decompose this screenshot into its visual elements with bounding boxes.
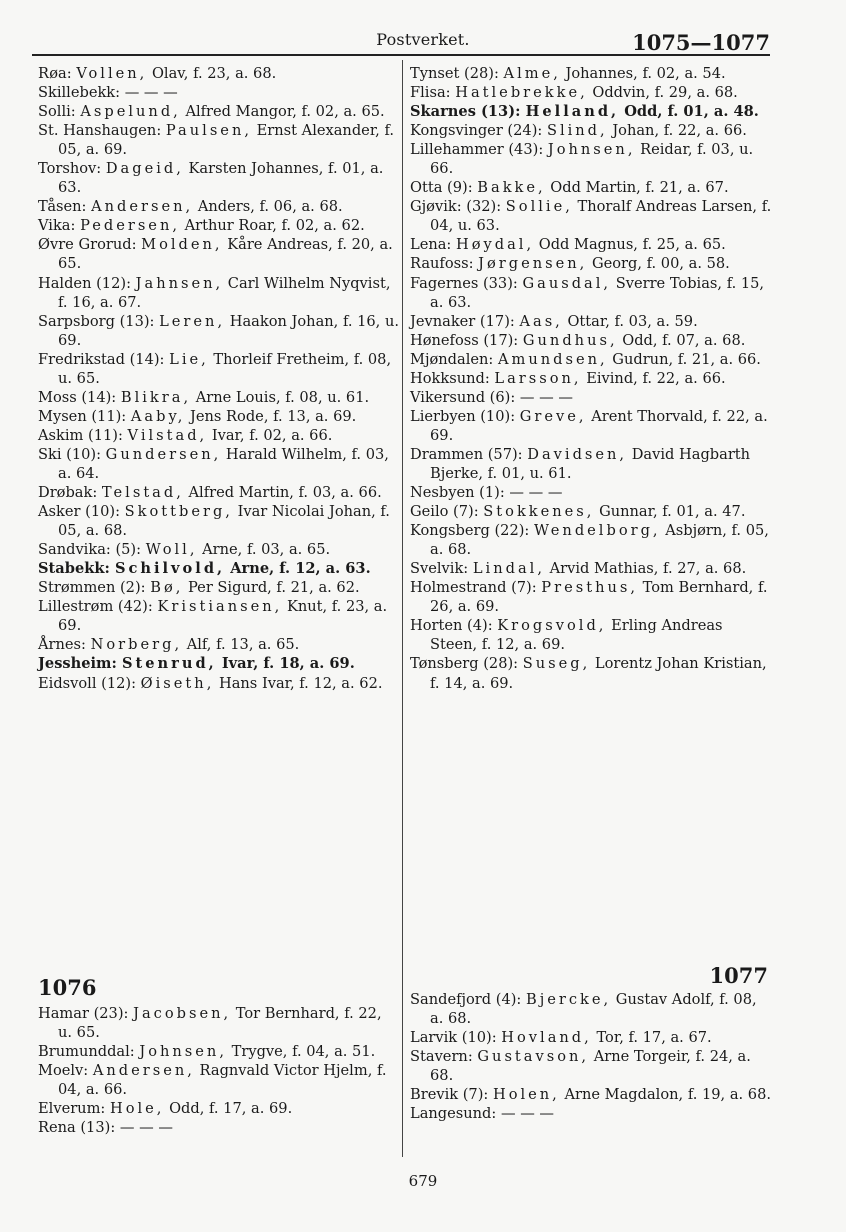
entry-details: Thoralf Andreas Larsen, f. 04, u. 63. [430,198,772,235]
entry-place: Holmestrand (7): [410,579,537,597]
entry-place: Årnes: [38,636,86,654]
directory-entry [410,274,772,312]
directory-entry [38,197,400,216]
directory-entry [38,1061,400,1099]
entry-details: Per Sigurd, f. 21, a. 62. [188,579,360,597]
directory-entry [410,616,772,654]
entry-place: St. Hanshaugen: [38,122,162,140]
directory-entry [38,159,400,197]
directory-entry [38,1042,400,1061]
entry-name: Schilvold, [114,560,226,578]
entry-name: Pedersen, [80,217,180,235]
entry-details: Hans Ivar, f. 12, a. 62. [218,674,383,692]
entry-name: Helland, [525,103,620,121]
entry-details: Oddvin, f. 29, a. 68. [592,84,738,102]
entry-place: Brumunddal: [38,1043,135,1061]
entry-details: Arne Louis, f. 08, u. 61. [195,388,370,406]
entry-details: Carl Wilhelm Nyqvist, f. 16, a. 67. [58,274,391,311]
entry-place: Halden (12): [38,274,131,292]
entry-place: Langesund: [410,1105,497,1123]
entry-details: Thorleif Fretheim, f. 08, u. 65. [58,350,392,387]
entry-details: Arvid Mathias, f. 27, a. 68. [549,560,747,578]
entry-name: Aaby, [130,407,186,425]
column-divider [402,60,403,1157]
entry-name: Slind, [546,122,608,140]
directory-entry [410,388,772,407]
entry-details: Ivar Nicolai Johan, f. 05, a. 68. [58,503,390,540]
directory-entry [38,654,400,673]
directory-entry [410,140,772,178]
entry-details: Odd Martin, f. 21, a. 67. [550,179,729,197]
entry-details: — — — [500,1105,555,1123]
directory-entry [38,635,400,654]
page-header-title: Postverket. [376,30,470,49]
entry-name: Suseg, [522,655,591,673]
directory-entry [410,483,772,502]
entry-name: Holen, [492,1086,560,1104]
entry-place: Lillestrøm (42): [38,598,153,616]
directory-entry [38,64,400,83]
directory-entry [410,178,772,197]
entry-name: Kristiansen, [157,598,283,616]
entry-details: — — — [119,1119,173,1137]
entry-details: Odd, f. 07, a. 68. [622,331,746,349]
entry-name: Woll, [145,541,198,559]
entry-place: Solli: [38,103,76,121]
entry-details: Asbjørn, f. 05, a. 68. [430,522,769,559]
directory-entry [38,83,400,102]
entry-name: Gustavson, [477,1048,590,1066]
entry-details: Jens Rode, f. 13, a. 69. [190,407,357,425]
entry-place: Kongsvinger (24): [410,122,543,140]
entry-details: — — — [509,484,563,502]
entry-details: Tor Bernhard, f. 22, u. 65. [58,1005,382,1042]
entry-details: Ottar, f. 03, a. 59. [567,312,698,330]
directory-entry [410,197,772,235]
entry-details: Alf, f. 13, a. 65. [186,636,300,654]
entry-name: Andersen, [92,1062,195,1080]
entry-name: Aspelund, [80,103,181,121]
section-1076-list [38,1004,400,1137]
left-column [38,64,400,693]
entry-place: Skillebekk: [38,84,121,102]
entry-details: Arne, f. 12, a. 63. [230,560,371,578]
entry-place: Raufoss: [410,255,474,273]
directory-entry [410,235,772,254]
directory-entry [410,121,772,140]
entry-place: Asker (10): [38,503,120,521]
entry-place: Sarpsborg (13): [38,312,155,330]
entry-place: Kongsberg (22): [410,522,530,540]
entry-place: Elverum: [38,1100,106,1118]
entry-name: Øiseth, [140,674,215,692]
entry-name: Stenrud, [121,655,217,673]
entry-place: Geilo (7): [410,503,479,521]
directory-entry [410,83,772,102]
directory-entry [38,1004,400,1042]
entry-details: Arne Magdalon, f. 19, a. 68. [564,1086,772,1104]
directory-entry [410,654,772,692]
entry-place: Hokksund: [410,369,490,387]
entry-name: Hovland, [501,1029,592,1047]
entry-place: Strømmen (2): [38,579,146,597]
entry-details: Alfred Mangor, f. 02, a. 65. [185,103,385,121]
entry-place: Brevik (7): [410,1086,489,1104]
entry-details: Tom Bernhard, f. 26, a. 69. [430,579,768,616]
entry-place: Sandefjord (4): [410,991,522,1008]
directory-entry [38,1099,400,1118]
entry-place: Øvre Grorud: [38,236,137,254]
entry-place: Gjøvik: (32): [410,198,502,216]
entry-name: Jahnsen, [135,274,224,292]
directory-entry [38,388,400,407]
directory-entry [410,990,772,1028]
entry-name: Stokkenes, [483,503,595,521]
entry-place: Vikersund (6): [410,388,516,406]
entry-place: Tønsberg (28): [410,655,519,673]
directory-entry [410,1085,772,1104]
directory-entry [410,578,772,616]
entry-details: Gudrun, f. 21, a. 66. [612,350,761,368]
entry-place: Rena (13): [38,1119,116,1137]
section-1077-list [410,990,772,1123]
entry-details: — — — [124,84,178,102]
entry-name: Andersen, [91,198,194,216]
directory-entry [38,578,400,597]
directory-entry [410,350,772,369]
entry-details: Erling Andreas Steen, f. 12, a. 69. [430,617,723,654]
entry-place: Drøbak: [38,484,98,502]
entry-name: Molden, [141,236,223,254]
directory-entry [410,521,772,559]
entry-place: Moss (14): [38,388,117,406]
entry-details: Johannes, f. 02, a. 54. [565,65,726,82]
entry-details: Sverre Tobias, f. 15, a. 63. [430,274,765,311]
directory-entry [38,121,400,159]
entry-name: Skottberg, [124,503,233,521]
directory-entry [38,502,400,540]
entry-details: Eivind, f. 22, a. 66. [586,369,726,387]
directory-entry [38,559,400,578]
entry-details: Harald Wilhelm, f. 03, a. 64. [58,445,389,482]
entry-name: Hatlebrekke, [455,84,588,102]
section-heading-1076: 1076 [38,975,97,1000]
entry-details: Odd Magnus, f. 25, a. 65. [538,236,726,254]
entry-details: Trygve, f. 04, a. 51. [231,1043,376,1061]
entry-details: Gustav Adolf, f. 08, a. 68. [430,991,757,1028]
entry-place: Mysen (11): [38,407,127,425]
entry-details: Ragnvald Victor Hjelm, f. 04, a. 66. [58,1062,387,1099]
directory-entry [410,312,772,331]
directory-entry [410,102,772,121]
entry-name: Norberg, [90,636,183,654]
entry-name: Larsson, [494,369,582,387]
entry-place: Røa: [38,65,72,82]
directory-entry [410,254,772,273]
directory-entry [38,235,400,273]
entry-name: Leren, [159,312,226,330]
directory-entry [38,597,400,635]
entry-details: Ivar, f. 02, a. 66. [211,426,333,444]
entry-name: Bjercke, [525,991,612,1008]
entry-name: Gausdal, [522,274,612,292]
entry-details: Karsten Johannes, f. 01, a. 63. [58,160,384,197]
entry-details: Ivar, f. 18, a. 69. [221,655,355,673]
entry-name: Davidsen, [527,445,628,463]
entry-name: Bakke, [477,179,546,197]
entry-name: Gundhus, [522,331,618,349]
entry-place: Nesbyen (1): [410,484,505,502]
entry-name: Wendelborg, [533,522,661,540]
directory-entry [410,1104,772,1123]
directory-entry [410,1047,772,1085]
entry-place: Jevnaker (17): [410,312,515,330]
entry-name: Paulsen, [165,122,252,140]
entry-name: Krogsvold, [497,617,607,635]
entry-details: Kåre Andreas, f. 20, a. 65. [58,236,393,273]
entry-place: Flisa: [410,84,451,102]
entry-name: Bø, [150,579,184,597]
entry-place: Tåsen: [38,198,87,216]
entry-details: Haakon Johan, f. 16, u. 69. [58,312,399,349]
entry-details: Gunnar, f. 01, a. 47. [599,503,746,521]
entry-name: Aas, [519,312,563,330]
entry-name: Lindal, [472,560,545,578]
entry-place: Hønefoss (17): [410,331,519,349]
entry-name: Blikra, [120,388,192,406]
header-rule [32,54,770,56]
entry-details: Anders, f. 06, a. 68. [197,198,343,216]
entry-place: Moelv: [38,1062,89,1080]
directory-entry [410,64,772,83]
directory-entry [410,407,772,445]
entry-name: Amundsen, [497,350,608,368]
page-number: 679 [408,1172,438,1190]
right-column [410,64,772,693]
entry-details: Georg, f. 00, a. 58. [591,255,730,273]
entry-place: Fagernes (33): [410,274,518,292]
entry-place: Mjøndalen: [410,350,494,368]
entry-place: Otta (9): [410,179,473,197]
directory-entry [38,540,400,559]
entry-details: Odd, f. 01, a. 48. [624,103,759,121]
directory-entry [38,674,400,693]
entry-name: Telstad, [101,484,184,502]
entry-details: Odd, f. 17, a. 69. [169,1100,293,1118]
entry-details: Knut, f. 23, a. 69. [58,598,388,635]
entry-name: Hole, [109,1100,165,1118]
page-header-range: 1075—1077 [632,30,770,55]
entry-name: Jacobsen, [133,1005,232,1022]
entry-details: Lorentz Johan Kristian, f. 14, a. 69. [430,655,767,692]
directory-entry [410,445,772,483]
entry-details: David Hagbarth Bjerke, f. 01, u. 61. [430,445,751,482]
entry-details: Ernst Alexander, f. 05, a. 69. [58,122,394,159]
directory-entry [38,407,400,426]
entry-details: Reidar, f. 03, u. 66. [430,141,754,178]
entry-details: — — — [519,388,573,406]
entry-place: Drammen (57): [410,445,523,463]
entry-name: Vilstad, [127,426,208,444]
entry-place: Sandvika: (5): [38,541,142,559]
entry-place: Fredrikstad (14): [38,350,165,368]
entry-details: Arthur Roar, f. 02, a. 62. [184,217,365,235]
entry-details: Alfred Martin, f. 03, a. 66. [188,484,382,502]
entry-place: Ski (10): [38,445,102,463]
section-heading-1077: 1077 [709,963,768,988]
entry-place: Lierbyen (10): [410,407,516,425]
entry-name: Greve, [519,407,587,425]
entry-name: Gundersen, [105,445,222,463]
directory-entry [38,1118,400,1137]
entry-details: Johan, f. 22, a. 66. [612,122,747,140]
entry-name: Alme, [503,65,561,82]
directory-entry [38,274,400,312]
directory-entry [410,1028,772,1047]
entry-place: Jessheim: [38,655,117,673]
directory-entry [38,426,400,445]
directory-entry [410,559,772,578]
entry-details: Arent Thorvald, f. 22, a. 69. [430,407,768,444]
entry-place: Stavern: [410,1048,473,1066]
entry-name: Presthus, [541,579,639,597]
entry-place: Torshov: [38,160,102,178]
entry-details: Tor, f. 17, a. 67. [596,1029,712,1047]
entry-place: Lillehammer (43): [410,141,544,159]
entry-place: Eidsvoll (12): [38,674,137,692]
directory-entry [410,369,772,388]
directory-entry [38,350,400,388]
entry-place: Skarnes (13): [410,103,521,121]
directory-entry [38,312,400,350]
entry-name: Dageid, [105,160,184,178]
directory-entry [38,102,400,121]
entry-place: Larvik (10): [410,1029,497,1047]
entry-place: Hamar (23): [38,1005,129,1022]
entry-name: Johnsen, [547,141,636,159]
entry-place: Askim (11): [38,426,123,444]
directory-entry [410,502,772,521]
entry-place: Lena: [410,236,452,254]
entry-name: Lie, [169,350,209,368]
entry-name: Jørgensen, [478,255,588,273]
entry-name: Sollie, [505,198,573,216]
entry-place: Vika: [38,217,76,235]
entry-place: Svelvik: [410,560,469,578]
entry-name: Johnsen, [139,1043,227,1061]
entry-details: Olav, f. 23, a. 68. [151,65,277,82]
directory-entry [410,331,772,350]
entry-name: Høydal, [456,236,535,254]
entry-name: Vollen, [76,65,148,82]
entry-details: Arne Torgeir, f. 24, a. 68. [430,1048,751,1085]
entry-place: Stabekk: [38,560,110,578]
entry-details: Arne, f. 03, a. 65. [202,541,331,559]
entry-place: Tynset (28): [410,65,499,82]
directory-entry [38,483,400,502]
directory-entry [38,445,400,483]
directory-entry [38,216,400,235]
entry-place: Horten (4): [410,617,493,635]
